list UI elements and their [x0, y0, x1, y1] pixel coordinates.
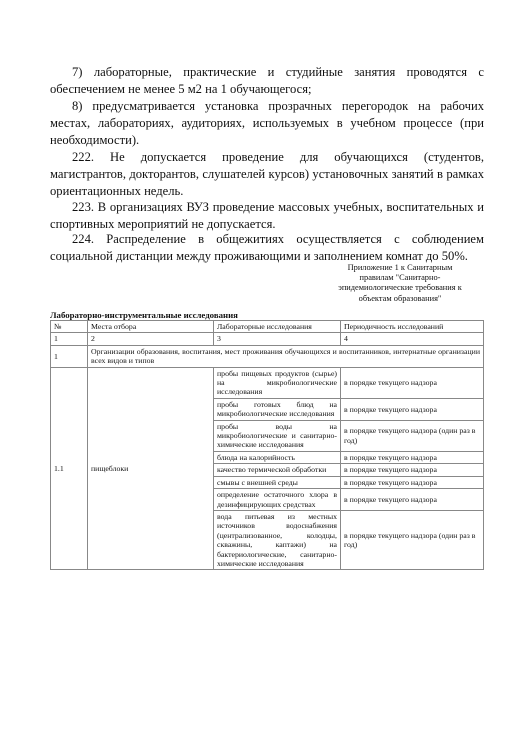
period-cell: в порядке текущего надзора	[341, 476, 484, 488]
column-number: 1	[51, 333, 88, 345]
period-cell: в порядке текущего надзора	[341, 489, 484, 511]
paragraph-224: 224. Распределение в общежитиях осуществляется с соблюдением социальной дистанции между проживающими и заполнением комнат до 50%.	[50, 232, 484, 264]
test-cell: пробы воды на микробиологические и санитарно-химические исследования	[214, 420, 341, 451]
section-number: 1	[51, 345, 88, 367]
table-header-row	[51, 321, 484, 333]
appendix-note: Приложение 1 к Санитарным правилам "Санитарно-эпидемиологические требования к объектам образования"	[338, 263, 462, 303]
paragraph-222: 222. Не допускается проведение для обучающихся (студентов, магистрантов, докторантов, слушателей курсов) установочных занятий в рамках ориентационных недель.	[50, 150, 484, 199]
table-row	[51, 367, 484, 398]
period-cell: в порядке текущего надзора (один раз в год)	[341, 510, 484, 569]
period-cell: в порядке текущего надзора	[341, 451, 484, 463]
column-number: 2	[88, 333, 214, 345]
test-cell: блюда на калорийность	[214, 451, 341, 463]
paragraph-7: 7) лабораторные, практические и студийные занятия проводятся с обеспечением не менее 5 м2 на 1 обучающегося;	[50, 65, 484, 97]
test-cell: вода питьевая из местных источников водоснабжения (централизованное, колодцы, скважины, каптажи) на бактериологические, санитарно-химические исследования	[214, 510, 341, 569]
paragraph-8: 8) предусматривается установка прозрачных перегородок на рабочих местах, лабораториях, аудиториях, используемых в учебном процессе (при необходимости).	[50, 99, 484, 148]
group-number: 1.1	[51, 367, 88, 570]
test-cell: определение остаточного хлора в дезинфицирующих средствах	[214, 489, 341, 511]
group-place: пищеблоки	[88, 367, 214, 570]
period-cell: в порядке текущего надзора	[341, 464, 484, 476]
header-period: Периодичность исследований	[341, 321, 484, 333]
lab-research-table	[50, 320, 484, 570]
column-number: 3	[214, 333, 341, 345]
section-row	[51, 345, 484, 367]
paragraph-223: 223. В организациях ВУЗ проведение массовых учебных, воспитательных и спортивных мероприятий не допускается.	[50, 200, 484, 232]
header-place: Места отбора	[88, 321, 214, 333]
period-cell: в порядке текущего надзора	[341, 398, 484, 420]
test-cell: смывы с внешней среды	[214, 476, 341, 488]
test-cell: пробы готовых блюд на микробиологические исследования	[214, 398, 341, 420]
test-cell: качество термической обработки	[214, 464, 341, 476]
column-number-row	[51, 333, 484, 345]
table-title: Лабораторно-инструментальные исследования	[50, 310, 238, 320]
header-number: №	[51, 321, 88, 333]
period-cell: в порядке текущего надзора	[341, 367, 484, 398]
column-number: 4	[341, 333, 484, 345]
header-tests: Лабораторные исследования	[214, 321, 341, 333]
period-cell: в порядке текущего надзора (один раз в год)	[341, 420, 484, 451]
section-text: Организации образования, воспитания, мест проживания обучающихся и воспитанников, интернатные организации всех видов и типов	[88, 345, 484, 367]
test-cell: пробы пищевых продуктов (сырье) на микробиологические исследования	[214, 367, 341, 398]
